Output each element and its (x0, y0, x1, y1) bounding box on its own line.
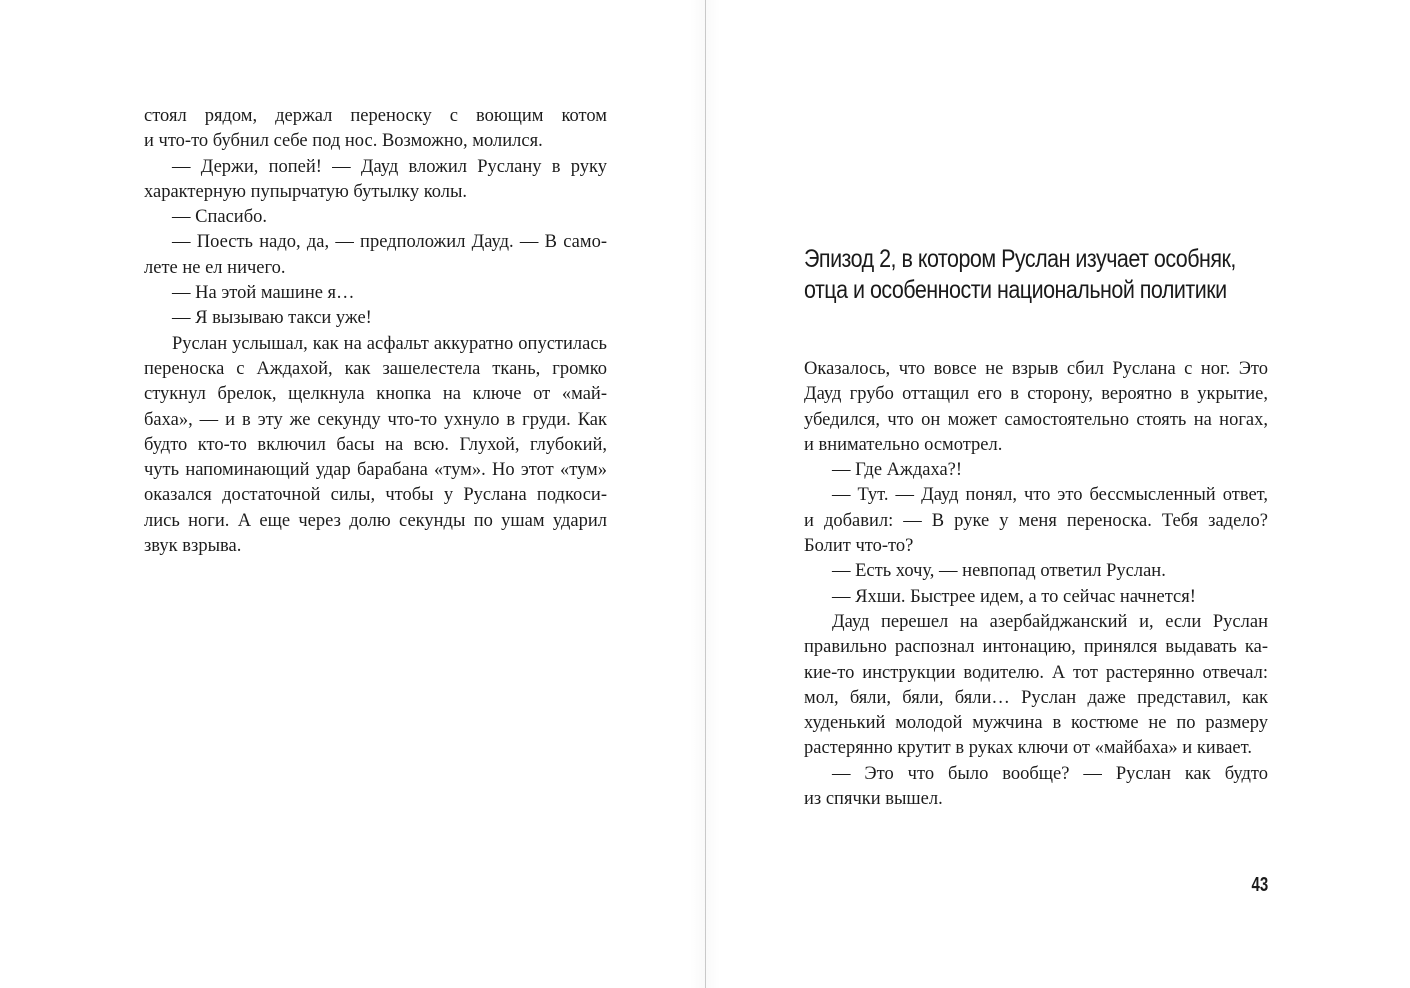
text-line: лете не ел ничего. (144, 257, 286, 278)
text-line: — Это что было вообще? — Руслан как будто (832, 763, 1268, 784)
chapter-heading (804, 244, 1236, 306)
text-line: — Есть хочу, — невпопад ответил Руслан. (832, 561, 1166, 582)
page-gutter (705, 0, 706, 988)
text-line: Дауд перешел на азербайджанский и, если Руслан (832, 611, 1268, 632)
text-line: чуть напоминающий удар барабана «тум». Но этот «тум» (144, 460, 607, 481)
text-line: Болит что-то? (804, 536, 914, 557)
chapter-heading-line: Эпизод 2, в котором Руслан изучает особняк, (804, 245, 1236, 273)
text-line: — Тут. — Дауд понял, что это бессмысленный ответ, (832, 485, 1268, 506)
text-line: стоял рядом, держал переноску с воющим котом (144, 106, 607, 126)
text-line: растерянно крутит в руках ключи от «майбаха» и кивает. (804, 738, 1252, 759)
text-line: баха», — и в эту же секунду что-то ухнуло в груди. Как (144, 409, 607, 430)
text-line: кие-то инструкции водителю. А тот растерянно отвечал: (804, 662, 1268, 683)
text-line: и добавил: — В руке у меня переноска. Тебя задело? (804, 510, 1268, 531)
text-line: — На этой машине я… (172, 283, 355, 304)
text-line: звук взрыва. (144, 536, 242, 557)
text-line: характерную пупырчатую бутылку колы. (144, 181, 468, 202)
text-line: — Где Аждаха?! (832, 460, 963, 481)
text-line: Дауд грубо оттащил его в сторону, вероятно в укрытие, (804, 384, 1268, 405)
text-line: стукнул брелок, щелкнула кнопка на ключе от «май- (144, 384, 607, 405)
text-line: правильно распознал интонацию, принялся выдавать ка- (804, 637, 1268, 658)
text-line: — Я вызываю такси уже! (172, 308, 372, 329)
page-number: 43 (1251, 874, 1269, 896)
chapter-heading-line: отца и особенности национальной политики (804, 276, 1227, 304)
text-line: — Яхши. Быстрее идем, а то сейчас начнется! (832, 586, 1196, 607)
text-line: Оказалось, что вовсе не взрыв сбил Руслана с ног. Это (804, 359, 1268, 379)
left-page-text (144, 104, 607, 559)
text-line: худенький молодой мужчина в костюме не по размеру (804, 713, 1268, 734)
text-line: мол, бяли, бяли, бяли… Руслан даже представил, как (804, 687, 1268, 708)
text-line: — Держи, попей! — Дауд вложил Руслану в руку (172, 156, 607, 177)
text-line: — Спасибо. (172, 207, 267, 228)
text-line: убедился, что он может самостоятельно стоять на ногах, (804, 409, 1268, 430)
text-line: переноска с Аждахой, как зашелестела ткань, громко (144, 358, 607, 379)
right-page-text (804, 357, 1268, 812)
text-line: оказался достаточной силы, чтобы у Руслана подкоси- (144, 485, 607, 506)
text-line: из спячки вышел. (804, 789, 943, 810)
text-line: лись ноги. А еще через долю секунды по ушам ударил (144, 510, 607, 531)
text-line: и что-то бубнил себе под нос. Возможно, молился. (144, 131, 543, 152)
text-line: — Поесть надо, да, — предположил Дауд. — В само- (172, 232, 607, 253)
text-line: будто кто-то включил басы на всю. Глухой, глубокий, (144, 434, 607, 455)
text-line: Руслан услышал, как на асфальт аккуратно опустилась (172, 333, 607, 354)
text-line: и внимательно осмотрел. (804, 434, 1003, 455)
